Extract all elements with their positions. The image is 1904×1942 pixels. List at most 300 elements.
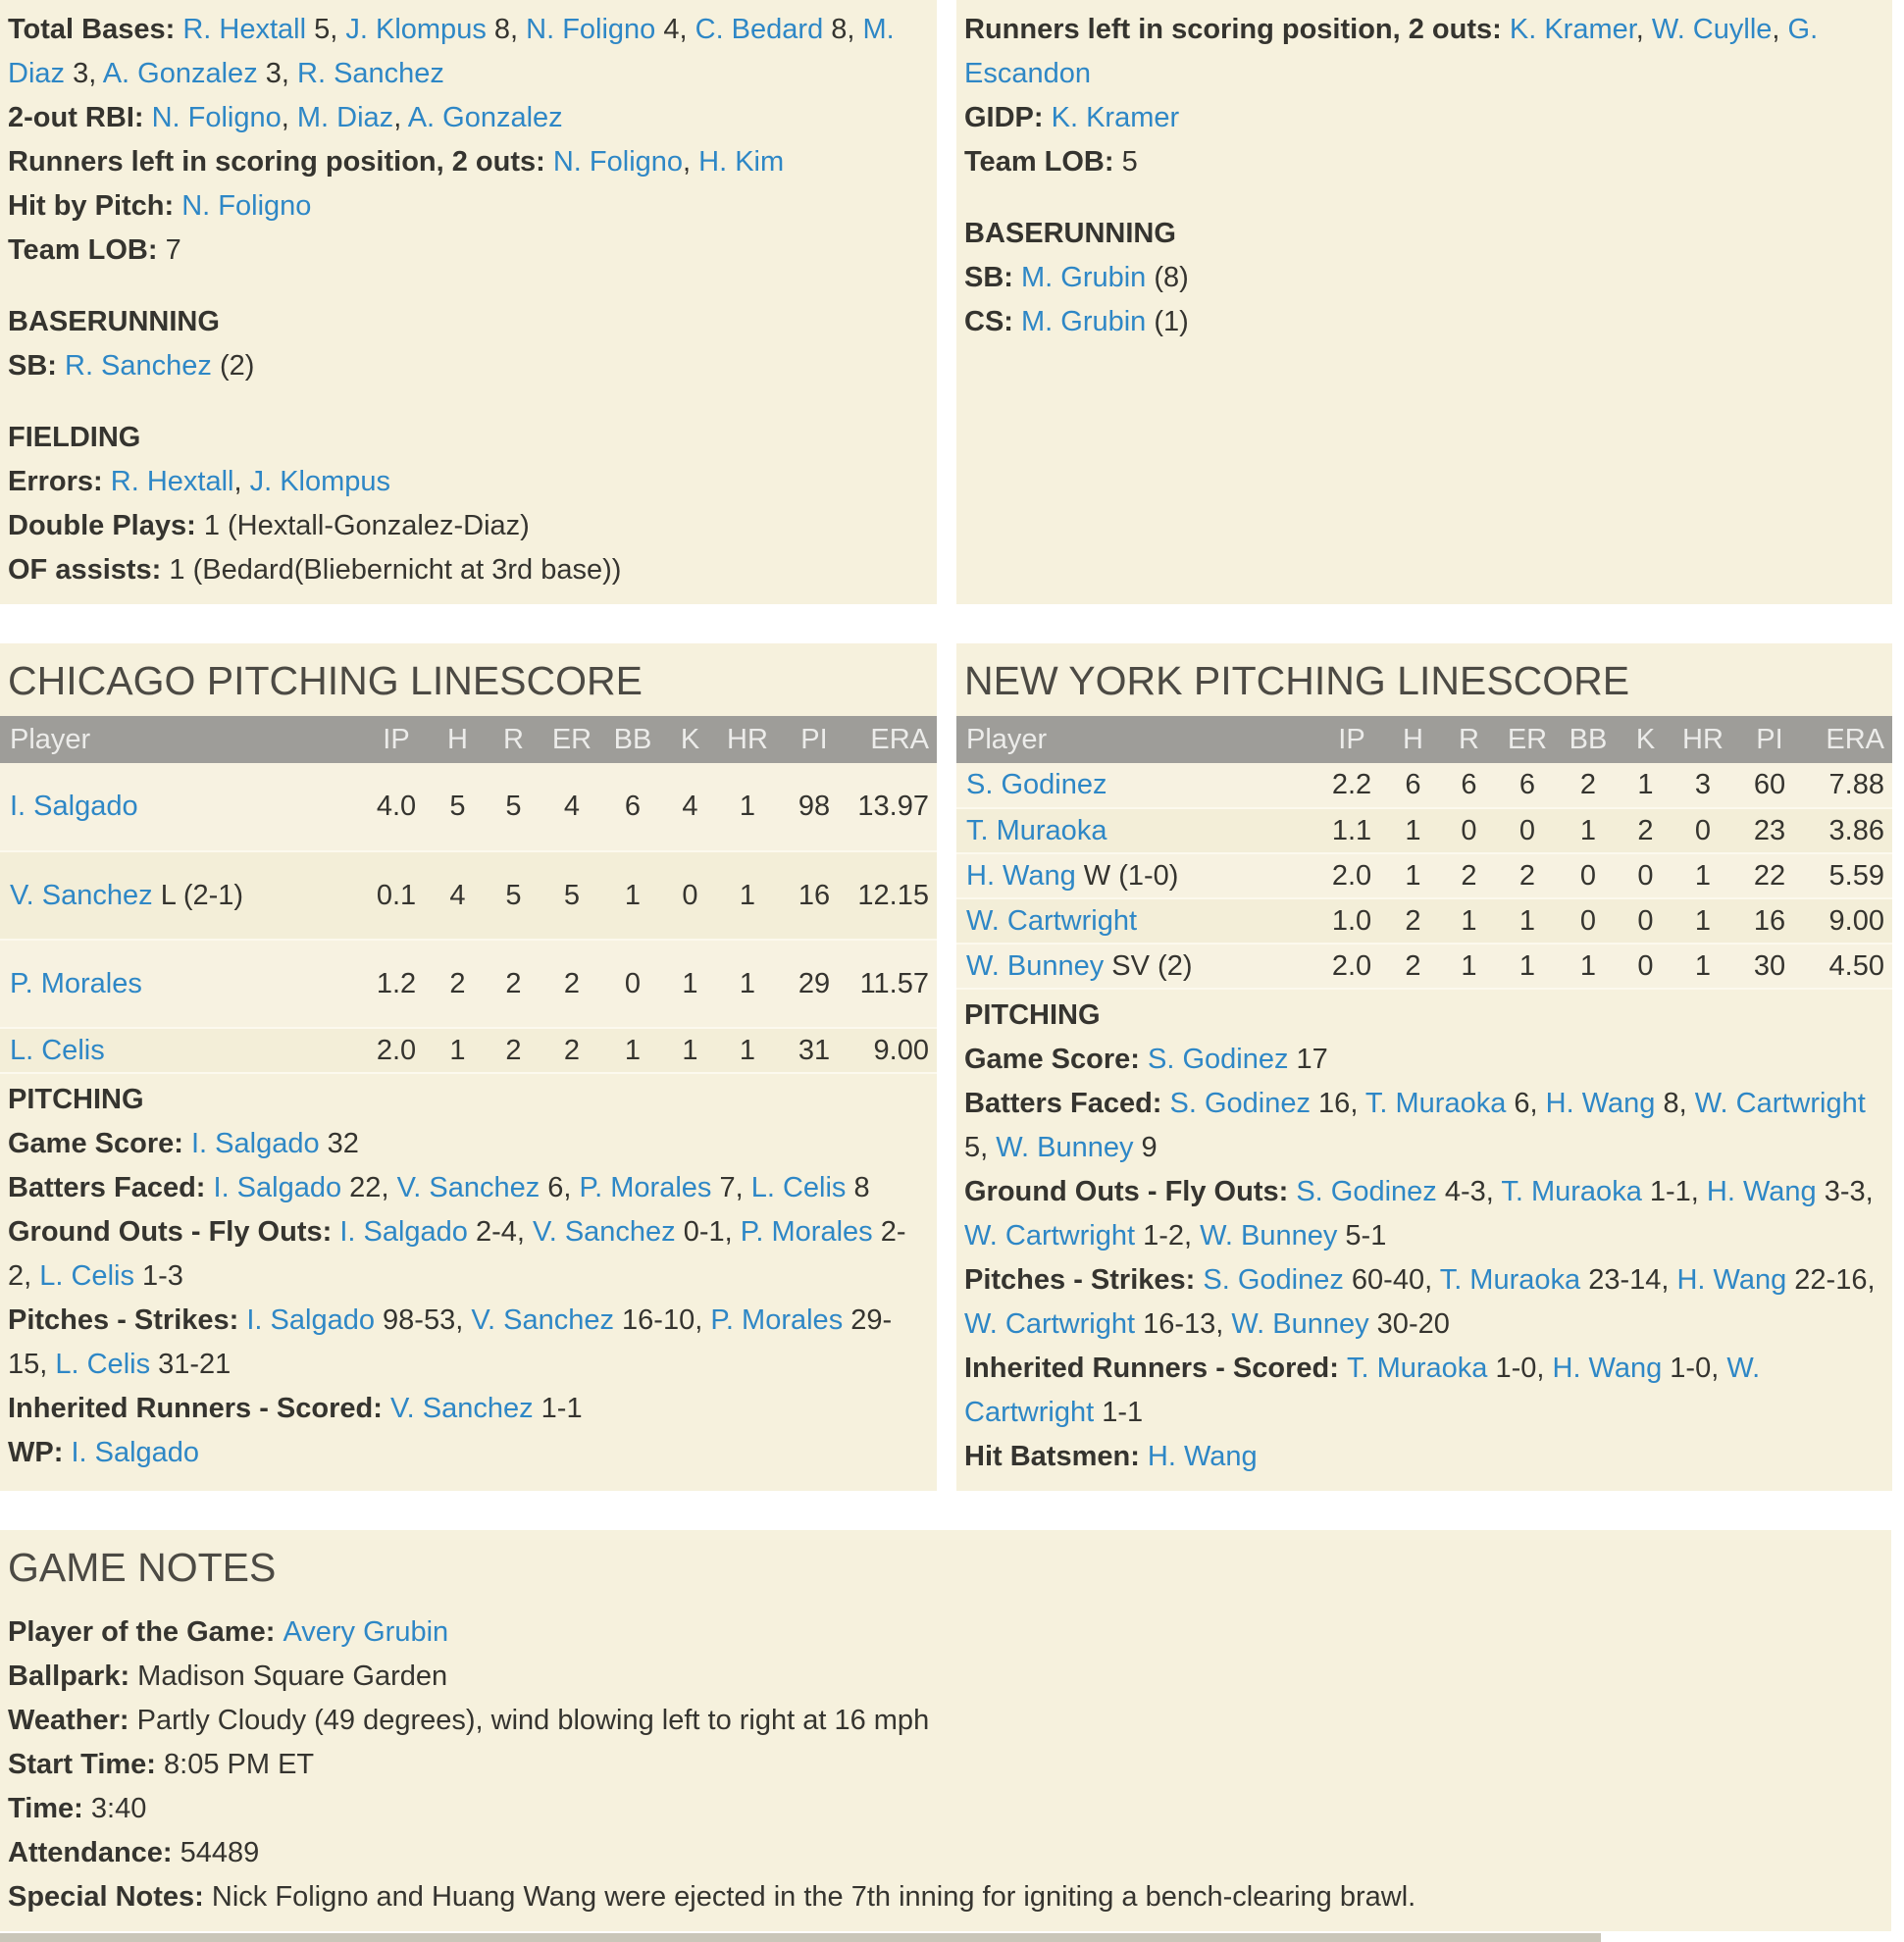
player-link[interactable]: M. Grubin — [1021, 262, 1147, 293]
stat-cell: 1 — [1497, 944, 1558, 989]
stat-cell: 11.57 — [850, 940, 937, 1028]
player-link[interactable]: G. Escandon — [964, 14, 1819, 89]
stat-label: SB: — [8, 350, 65, 382]
stat-cell: 1 — [1441, 898, 1497, 944]
pitcher-row — [0, 1028, 937, 1073]
pitcher-cell — [0, 851, 363, 940]
column-header: ER — [541, 716, 602, 763]
stat-cell: 1 — [717, 851, 778, 940]
batting-notes-row — [0, 0, 1904, 604]
stat-cell: 1 — [1558, 944, 1619, 989]
stat-cell: 3.86 — [1806, 808, 1892, 853]
column-header: BB — [1558, 716, 1619, 763]
stat-text: 5-1 — [1337, 1220, 1387, 1252]
stat-line — [964, 1435, 1878, 1479]
stat-line — [964, 1038, 1878, 1082]
player-link[interactable]: V. Sanchez — [471, 1304, 614, 1336]
stat-label: Runners left in scoring position, 2 outs: — [8, 146, 553, 178]
stat-cell: 2 — [541, 1028, 602, 1073]
stat-text: 7, — [711, 1172, 751, 1203]
stat-text: 16-10, — [613, 1304, 711, 1336]
stat-text: , — [1635, 14, 1652, 45]
player-link[interactable]: P. Morales — [710, 1304, 844, 1336]
away-pitching-panel — [0, 643, 937, 1491]
stat-text: 3, — [257, 58, 298, 89]
player-link[interactable]: C. Bedard — [695, 14, 824, 45]
player-link[interactable]: H. Wang — [1545, 1088, 1656, 1119]
stat-label: SB: — [964, 262, 1021, 293]
stat-label: Attendance: — [8, 1837, 180, 1868]
stat-label: Hit Batsmen: — [964, 1441, 1148, 1472]
stat-cell: 2.0 — [363, 1028, 430, 1073]
player-link[interactable]: N. Foligno — [181, 190, 312, 222]
stat-text: 7 — [165, 234, 181, 266]
stat-cell: 2 — [486, 940, 541, 1028]
stat-cell: 5.59 — [1806, 853, 1892, 898]
player-link[interactable]: W. Bunney — [1231, 1308, 1369, 1340]
pitcher-row — [956, 808, 1892, 853]
stat-text: 17 — [1288, 1044, 1328, 1075]
stat-label: Batters Faced: — [8, 1172, 214, 1203]
stat-label: BASERUNNING — [8, 306, 220, 337]
player-link[interactable]: R. Hextall — [110, 466, 234, 497]
next-section-header-partial — [0, 1933, 1601, 1942]
stat-line — [8, 1431, 923, 1475]
column-header: IP — [1318, 716, 1385, 763]
stat-label: Ground Outs - Fly Outs: — [8, 1216, 340, 1248]
stat-line — [964, 212, 1878, 256]
stat-text: 3, — [65, 58, 103, 89]
player-link[interactable]: H. Wang — [1552, 1353, 1663, 1384]
away-pitching-notes — [0, 1074, 937, 1487]
player-link[interactable]: T. Muraoka — [1439, 1264, 1581, 1296]
pitcher-cell — [956, 898, 1318, 944]
player-link[interactable]: N. Foligno — [151, 102, 282, 133]
player-link[interactable]: W. Cartwright — [964, 1353, 1761, 1428]
stat-line — [964, 256, 1878, 300]
player-link[interactable]: H. Wang — [966, 859, 1076, 892]
stat-line — [964, 1170, 1878, 1258]
player-link[interactable]: W. Cartwright — [964, 1308, 1136, 1340]
stat-cell: 2.0 — [1318, 944, 1385, 989]
stat-text: 23-14, — [1580, 1264, 1677, 1296]
stat-text: 22, — [341, 1172, 397, 1203]
stat-cell: 1 — [1558, 808, 1619, 853]
game-notes-title: GAME NOTES — [8, 1545, 277, 1590]
stat-cell: 6 — [602, 763, 663, 851]
player-link[interactable]: V. Sanchez — [389, 1393, 534, 1424]
player-link[interactable]: N. Foligno — [552, 146, 684, 178]
stat-text: 29-15, — [8, 1304, 893, 1380]
home-pitching-panel — [956, 643, 1892, 1491]
stat-line — [8, 1078, 923, 1122]
stat-text: 5 — [1121, 146, 1138, 178]
stat-cell: 0 — [663, 851, 717, 940]
stat-label: Inherited Runners - Scored: — [964, 1353, 1347, 1384]
column-header: H — [1385, 716, 1441, 763]
player-link[interactable]: R. Sanchez — [65, 350, 212, 382]
player-link[interactable]: W. Bunney — [966, 949, 1105, 982]
stat-cell: 22 — [1733, 853, 1806, 898]
stat-cell: 0 — [1497, 808, 1558, 853]
stat-text: 1 (Hextall-Gonzalez-Diaz) — [203, 510, 530, 541]
stat-text: 32 — [319, 1128, 359, 1159]
player-link[interactable]: S. Godinez — [1203, 1264, 1344, 1296]
column-header: R — [486, 716, 541, 763]
stat-cell: 1 — [663, 940, 717, 1028]
stat-text: 1-2, — [1135, 1220, 1201, 1252]
column-header: Player — [0, 716, 363, 763]
stat-label: OF assists: — [8, 554, 170, 586]
player-link[interactable]: W. Cuylle — [1651, 14, 1773, 45]
pitcher-cell — [0, 1028, 363, 1073]
stat-text: 16, — [1311, 1088, 1365, 1119]
stat-cell: 1 — [1672, 944, 1733, 989]
stat-label: GIDP: — [964, 102, 1052, 133]
stat-cell: 0 — [1619, 853, 1672, 898]
stat-line — [964, 8, 1878, 96]
stat-text: (8) — [1146, 262, 1189, 293]
player-link[interactable]: I. Salgado — [71, 1437, 200, 1468]
stat-text: 8:05 PM ET — [164, 1749, 315, 1780]
stat-label: Double Plays: — [8, 510, 204, 541]
stat-cell: 5 — [486, 763, 541, 851]
stat-line — [8, 460, 923, 504]
stat-text: 4-3, — [1436, 1176, 1502, 1207]
pitcher-decision: SV (2) — [1104, 949, 1193, 982]
stat-line — [964, 300, 1878, 344]
stat-cell: 2 — [1558, 763, 1619, 808]
stat-line — [8, 1387, 923, 1431]
player-link[interactable]: I. Salgado — [10, 791, 138, 822]
player-link[interactable]: I. Salgado — [190, 1128, 320, 1159]
player-link[interactable]: I. Salgado — [246, 1304, 375, 1336]
pitcher-row — [956, 763, 1892, 808]
stat-cell: 1.0 — [1318, 898, 1385, 944]
player-link[interactable]: K. Kramer — [1051, 102, 1180, 133]
section-gap — [0, 604, 1904, 643]
stat-line — [964, 96, 1878, 140]
player-link[interactable]: J. Klompus — [249, 466, 391, 497]
stat-label: Errors: — [8, 466, 111, 497]
stat-label: Pitches - Strikes: — [8, 1304, 247, 1336]
stat-label: PITCHING — [964, 999, 1101, 1031]
stat-text: 3:40 — [90, 1793, 147, 1824]
player-link[interactable]: H. Wang — [1706, 1176, 1817, 1207]
pitcher-cell — [0, 940, 363, 1028]
player-link[interactable]: W. Cartwright — [964, 1220, 1136, 1252]
stat-text: 5, — [306, 14, 346, 45]
pitcher-row — [0, 851, 937, 940]
section-gap — [0, 1491, 1904, 1530]
stat-line — [8, 8, 923, 96]
player-link[interactable]: H. Kim — [698, 146, 785, 178]
table-header-row — [0, 716, 937, 763]
stat-cell: 2 — [1441, 853, 1497, 898]
stat-text: 6, — [540, 1172, 580, 1203]
player-link[interactable]: T. Muraoka — [1346, 1353, 1488, 1384]
stat-text: 1 (Bedard(Bliebernicht at 3rd base)) — [169, 554, 622, 586]
stat-cell: 0 — [1619, 944, 1672, 989]
stat-label: 2-out RBI: — [8, 102, 152, 133]
player-link[interactable]: W. Cartwright — [966, 904, 1138, 937]
player-link[interactable]: S. Godinez — [1169, 1088, 1311, 1119]
stat-cell: 31 — [778, 1028, 850, 1073]
stat-cell: 2.0 — [1318, 853, 1385, 898]
stat-line — [8, 1610, 1878, 1655]
stat-line — [8, 416, 923, 460]
stat-line — [8, 1875, 1878, 1919]
stat-text: Madison Square Garden — [137, 1661, 448, 1692]
stat-cell: 0 — [1441, 808, 1497, 853]
home-pitching-notes — [956, 990, 1892, 1491]
stat-cell: 6 — [1497, 763, 1558, 808]
stat-label: Runners left in scoring position, 2 outs: — [964, 14, 1510, 45]
stat-text: 6, — [1506, 1088, 1546, 1119]
stat-cell: 60 — [1733, 763, 1806, 808]
stat-line — [964, 1347, 1878, 1435]
stat-cell: 1 — [1672, 898, 1733, 944]
stat-line — [8, 344, 923, 388]
player-link[interactable]: P. Morales — [10, 967, 142, 999]
stat-cell: 1 — [602, 1028, 663, 1073]
stat-text: 4, — [655, 14, 695, 45]
stat-text: , — [1772, 14, 1788, 45]
home-batting-notes-panel — [956, 0, 1892, 604]
stat-cell: 2.2 — [1318, 763, 1385, 808]
stat-line — [8, 184, 923, 229]
stat-label: Hit by Pitch: — [8, 190, 182, 222]
player-link[interactable]: H. Wang — [1676, 1264, 1787, 1296]
stat-label: Total Bases: — [8, 14, 183, 45]
stat-label: Team LOB: — [8, 234, 166, 266]
player-link[interactable]: A. Gonzalez — [102, 58, 258, 89]
stat-cell: 2 — [1385, 944, 1441, 989]
stat-cell: 1 — [1497, 898, 1558, 944]
pitcher-row — [956, 898, 1892, 944]
pitcher-row — [956, 944, 1892, 989]
stat-cell: 6 — [1441, 763, 1497, 808]
stat-text: 1-1, — [1641, 1176, 1707, 1207]
stat-text: 98-53, — [374, 1304, 472, 1336]
pitcher-cell — [956, 808, 1318, 853]
stat-line — [964, 1258, 1878, 1347]
stat-cell: 0 — [1558, 853, 1619, 898]
stat-cell: 9.00 — [850, 1028, 937, 1073]
player-link[interactable]: Avery Grubin — [283, 1616, 449, 1648]
column-header: K — [1619, 716, 1672, 763]
home-pitching-table — [956, 716, 1892, 990]
player-link[interactable]: L. Celis — [39, 1260, 134, 1292]
stat-text: 54489 — [180, 1837, 260, 1868]
stat-line — [8, 1787, 1878, 1831]
stat-cell: 2 — [486, 1028, 541, 1073]
stat-line — [8, 1299, 923, 1387]
player-link[interactable]: W. Cartwright — [1694, 1088, 1866, 1119]
stat-cell: 2 — [541, 940, 602, 1028]
stat-line — [8, 140, 923, 184]
stat-cell: 3 — [1672, 763, 1733, 808]
away-batting-notes-panel — [0, 0, 937, 604]
stat-cell: 5 — [486, 851, 541, 940]
stat-cell: 1 — [1385, 808, 1441, 853]
player-link[interactable]: P. Morales — [579, 1172, 712, 1203]
stat-text: 1-1 — [533, 1393, 583, 1424]
stat-cell: 1 — [1672, 853, 1733, 898]
stat-cell: 1 — [717, 940, 778, 1028]
stat-label: BASERUNNING — [964, 218, 1176, 249]
stat-label: Special Notes: — [8, 1881, 212, 1913]
stat-cell: 0 — [1672, 808, 1733, 853]
stat-cell: 5 — [430, 763, 486, 851]
player-link[interactable]: R. Sanchez — [297, 58, 444, 89]
stat-label: Weather: — [8, 1705, 137, 1736]
stat-line — [8, 1831, 1878, 1875]
stat-line — [964, 994, 1878, 1038]
player-link[interactable]: H. Wang — [1147, 1441, 1258, 1472]
stat-label: Player of the Game: — [8, 1616, 283, 1648]
stat-text: 1-1 — [1094, 1397, 1144, 1428]
player-link[interactable]: P. Morales — [740, 1216, 873, 1248]
stat-text: 1-3 — [133, 1260, 183, 1292]
player-link[interactable]: L. Celis — [10, 1034, 105, 1066]
column-header: PI — [778, 716, 850, 763]
game-notes-panel — [0, 1530, 1891, 1931]
stat-cell: 1.1 — [1318, 808, 1385, 853]
stat-cell: 16 — [1733, 898, 1806, 944]
stat-cell: 16 — [778, 851, 850, 940]
stat-cell: 0 — [1619, 898, 1672, 944]
stat-text: , — [233, 466, 250, 497]
stat-label: PITCHING — [8, 1084, 144, 1115]
stat-text: 8, — [823, 14, 863, 45]
pitcher-row — [0, 940, 937, 1028]
player-link[interactable]: M. Grubin — [1021, 306, 1147, 337]
stat-text: 30-20 — [1368, 1308, 1450, 1340]
pitcher-decision: W (1-0) — [1075, 859, 1179, 892]
column-header: Player — [956, 716, 1318, 763]
stat-text: 8, — [486, 14, 527, 45]
stat-text: , — [393, 102, 408, 133]
away-pitching-table — [0, 716, 937, 1074]
player-link[interactable]: I. Salgado — [213, 1172, 342, 1203]
player-link[interactable]: R. Hextall — [182, 14, 307, 45]
player-link[interactable]: S. Godinez — [1147, 1044, 1289, 1075]
column-header: BB — [602, 716, 663, 763]
stat-cell: 13.97 — [850, 763, 937, 851]
stat-cell: 0 — [1558, 898, 1619, 944]
player-link[interactable]: J. Klompus — [345, 14, 487, 45]
stat-cell: 4 — [541, 763, 602, 851]
stat-cell: 1 — [1619, 763, 1672, 808]
column-header: HR — [1672, 716, 1733, 763]
stat-line — [8, 548, 923, 592]
stat-text: (1) — [1146, 306, 1189, 337]
player-link[interactable]: I. Salgado — [339, 1216, 468, 1248]
stat-text: 8 — [846, 1172, 870, 1203]
stat-cell: 1 — [430, 1028, 486, 1073]
stat-text: 1-0, — [1487, 1353, 1553, 1384]
player-link[interactable]: N. Foligno — [526, 14, 656, 45]
player-link[interactable]: L. Celis — [55, 1349, 151, 1380]
stat-line — [8, 300, 923, 344]
player-link[interactable]: M. Diaz — [296, 102, 394, 133]
player-link[interactable]: V. Sanchez — [533, 1216, 676, 1248]
player-link[interactable]: T. Muraoka — [966, 814, 1107, 846]
pitcher-cell — [0, 763, 363, 851]
player-link[interactable]: W. Bunney — [996, 1132, 1134, 1163]
column-header: R — [1441, 716, 1497, 763]
stat-label: Pitches - Strikes: — [964, 1264, 1204, 1296]
stat-line — [964, 1082, 1878, 1170]
player-link[interactable]: S. Godinez — [1296, 1176, 1437, 1207]
pitching-linescore-row — [0, 643, 1904, 1491]
stat-cell: 7.88 — [1806, 763, 1892, 808]
player-link[interactable]: S. Godinez — [966, 769, 1107, 800]
stat-text: Partly Cloudy (49 degrees), wind blowing left to right at 16 mph — [136, 1705, 930, 1736]
stat-cell: 1 — [717, 1028, 778, 1073]
stat-cell: 1 — [717, 763, 778, 851]
column-header: IP — [363, 716, 430, 763]
player-link[interactable]: W. Bunney — [1200, 1220, 1338, 1252]
stat-text: 1-0, — [1662, 1353, 1727, 1384]
stat-cell: 0.1 — [363, 851, 430, 940]
player-link[interactable]: V. Sanchez — [10, 879, 153, 911]
stat-label: Team LOB: — [964, 146, 1122, 178]
pitcher-cell — [956, 853, 1318, 898]
player-link[interactable]: M. Diaz — [8, 14, 895, 89]
pitcher-cell — [956, 763, 1318, 808]
stat-text: , — [683, 146, 699, 178]
stat-cell: 1.2 — [363, 940, 430, 1028]
stat-label: Game Score: — [964, 1044, 1148, 1075]
table-header-row — [956, 716, 1892, 763]
stat-cell: 1 — [1385, 853, 1441, 898]
spacer — [8, 273, 923, 300]
spacer — [8, 388, 923, 416]
stat-line — [8, 504, 923, 548]
column-header: ERA — [850, 716, 937, 763]
player-link[interactable]: A. Gonzalez — [407, 102, 563, 133]
home-pitching-title: NEW YORK PITCHING LINESCORE — [964, 658, 1630, 703]
stat-cell: 6 — [1385, 763, 1441, 808]
player-link[interactable]: T. Muraoka — [1364, 1088, 1507, 1119]
stat-cell: 1 — [663, 1028, 717, 1073]
column-header: K — [663, 716, 717, 763]
stat-text: 8, — [1655, 1088, 1695, 1119]
column-header: ER — [1497, 716, 1558, 763]
stat-text: 31-21 — [150, 1349, 232, 1380]
stat-cell: 1 — [602, 851, 663, 940]
column-header: H — [430, 716, 486, 763]
stat-label: Game Score: — [8, 1128, 191, 1159]
stat-cell: 4 — [663, 763, 717, 851]
pitcher-row — [956, 853, 1892, 898]
stat-text: Nick Foligno and Huang Wang were ejected in the 7th inning for igniting a bench-clearing brawl. — [211, 1881, 1416, 1913]
stat-line — [8, 96, 923, 140]
stat-cell: 12.15 — [850, 851, 937, 940]
stat-text: 9 — [1133, 1132, 1158, 1163]
stat-cell: 23 — [1733, 808, 1806, 853]
stat-line — [8, 1699, 1878, 1743]
player-link[interactable]: L. Celis — [750, 1172, 847, 1203]
player-link[interactable]: K. Kramer — [1509, 14, 1636, 45]
stat-text: 2-2, — [8, 1216, 906, 1292]
stat-line — [964, 140, 1878, 184]
player-link[interactable]: V. Sanchez — [396, 1172, 540, 1203]
player-link[interactable]: T. Muraoka — [1501, 1176, 1642, 1207]
column-header: ERA — [1806, 716, 1892, 763]
